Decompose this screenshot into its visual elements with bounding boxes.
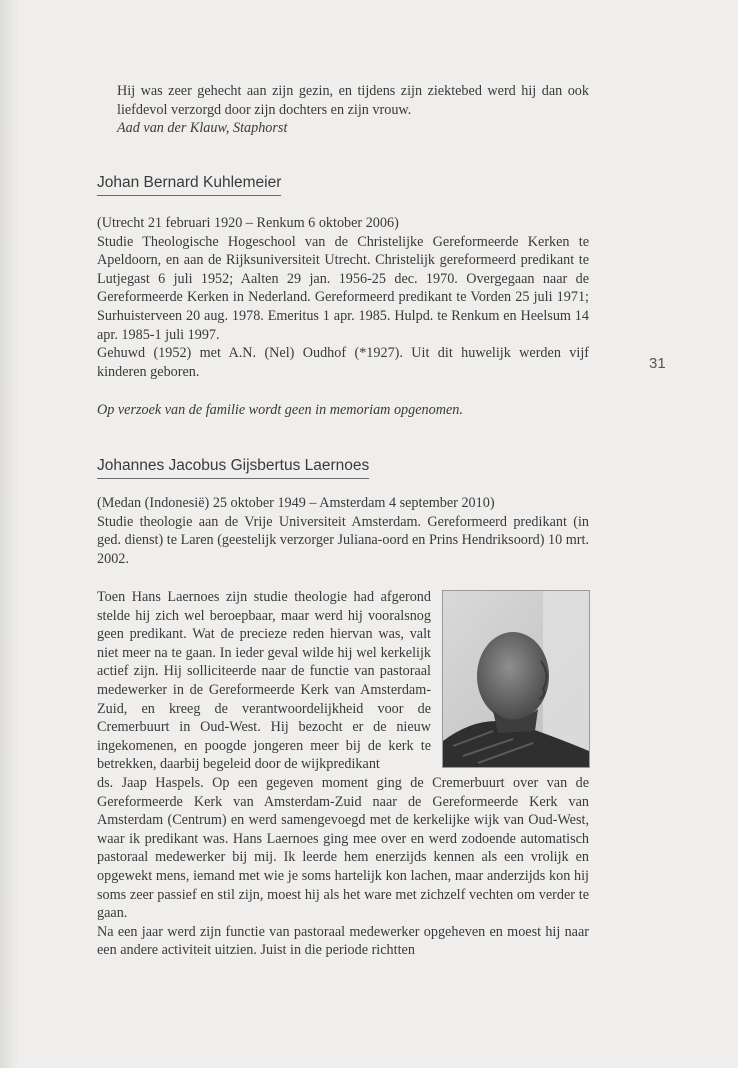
entry2-bio: Studie theologie aan de Vrije Universiteit Amsterdam. Gereformeerd predikant (in ged. dienst) te Laren (geestelijk verzorger Juliana-oord en Prins Hendriksoord) 10 mrt. 2002. (97, 513, 589, 567)
entry2-body-wrapped: Toen Hans Laernoes zijn studie theologie had afgerond stelde hij zich wel beroepbaar, maar werd hij vooralsnog geen predikant. Wat de precieze reden hiervan was, valt niet meer na te gaan. In ieder geval wilde hij wel kerkelijk actief zijn. Hij solliciteerde naar de functie van pastoraal medewerker in de Gereformeerde Kerk van Amsterdam-Zuid, en kreeg de verantwoordelijkheid voor de Cremerbuurt in Oud-West. Hij bezocht er de nieuw ingekomenen, en poogde jongeren meer bij de kerk te betrekken, daarbij begeleid door de wijkpredikant (97, 589, 431, 773)
entry1-bio: Studie Theologische Hogeschool van de Christelijke Gereformeerde Kerken te Apeldoorn, en aan de Rijksuniversiteit Utrecht. Christelijk gereformeerd predikant te Lutjegast 6 juli 1952; Aalten 29 jan. 1956-25 dec. 1970. Overgegaan naar de Gereformeerde Kerken in Nederland. Gereformeerd predikant te Vorden 25 juli 1971; Surhuisterveen 20 aug. 1978. Emeritus 1 apr. 1985. Hulpd. te Renkum en Heelsum 14 apr. 1985-1 juli 1997. (97, 233, 589, 343)
entry1-marriage: Gehuwd (1952) met A.N. (Nel) Oudhof (*1927). Uit dit huwelijk werden vijf kinderen geboren. (97, 345, 589, 380)
entry2-body-cont-block (97, 774, 589, 960)
binding-edge (0, 0, 20, 1068)
entry2-body-last: Na een jaar werd zijn functie van pastoraal medewerker opgeheven en moest hij naar een andere activiteit uitzien. Juist in die periode richtten (97, 923, 589, 959)
intro-block (97, 82, 589, 138)
portrait-image (443, 591, 589, 767)
portrait-photo (442, 590, 590, 768)
entry1-dates: (Utrecht 21 februari 1920 – Renkum 6 oktober 2006) (97, 215, 399, 231)
entry2-dates: (Medan (Indonesië) 25 oktober 1949 – Amsterdam 4 september 2010) (97, 495, 495, 511)
entry2-body-wrapped-block (97, 588, 431, 774)
entry1-name: Johan Bernard Kuhlemeier (97, 174, 281, 196)
entry1-note-block (97, 401, 589, 420)
entry1-note: Op verzoek van de familie wordt geen in memoriam opgenomen. (97, 402, 463, 418)
intro-author: Aad van der Klauw, Staphorst (117, 120, 288, 137)
entry2-body-cont: ds. Jaap Haspels. Op een gegeven moment ging de Cremerbuurt over van de Gereformeerde Kerk van Amsterdam-Zuid naar de Gereformeerde Kerk van Amsterdam (Centrum) en werd samengevoegd met de kerkelijke wijk van Oud-West, waar ik predikant was. Hans Laernoes ging mee over en werd zodoende automatisch pastoraal medewerker bij mij. Ik leerde hem enerzijds kennen als een vrolijk en opgewekt mens, iemand met wie je soms hartelijk kon lachen, maar anderzijds kon hij soms zeer passief en stil zijn, moest hij als het ware met zichzelf vechten om verder te gaan. (97, 775, 589, 922)
entry1-block (97, 214, 589, 381)
intro-text: Hij was zeer gehecht aan zijn gezin, en tijdens zijn ziektebed werd hij dan ook liefdevol verzorgd door zijn dochters en zijn vrouw. (117, 83, 589, 118)
entry2-name: Johannes Jacobus Gijsbertus Laernoes (97, 457, 369, 479)
entry2-header-block (97, 494, 589, 568)
page-number: 31 (649, 355, 666, 372)
